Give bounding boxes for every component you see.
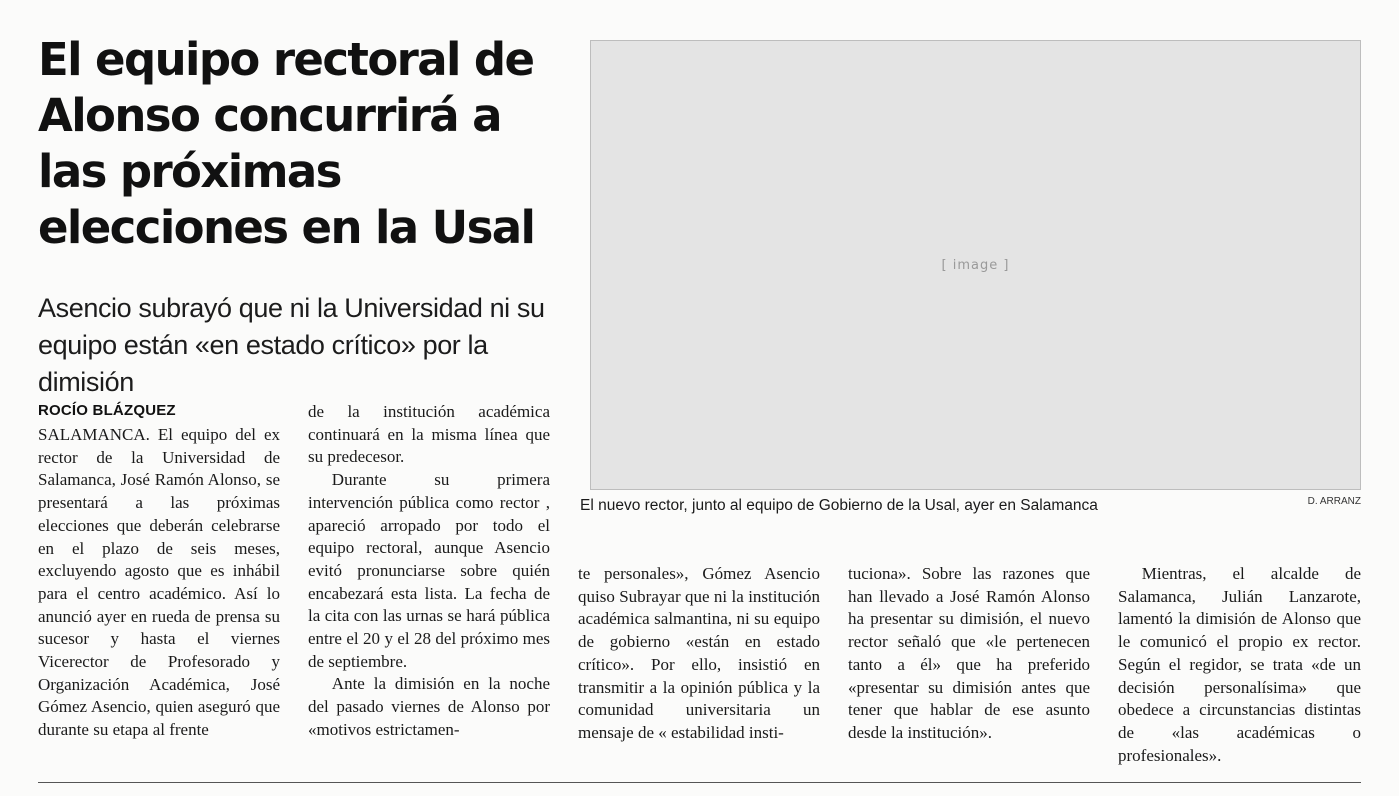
article-column-4	[848, 563, 1090, 745]
photo-caption: El nuevo rector, junto al equipo de Gobierno de la Usal, ayer en Salamanca	[580, 497, 1098, 514]
paragraph: Ante la dimisión en la noche del pasado viernes de Alonso por «motivos estrictamen-	[308, 674, 550, 739]
article-column-1	[38, 424, 280, 742]
headline	[38, 32, 568, 256]
bottom-rule	[38, 782, 1361, 783]
paragraph: Mientras, el alcalde de Salamanca, Julián Lanzarote, lamentó la dimisión de Alonso que le comunicó el propio ex rector. Según el regidor, se trata «de un decisión personalísima» que obedece a circunstancias distintas de «las académicas o profesionales».	[1118, 564, 1361, 765]
headline-line-2: Alonso concurrirá a	[38, 89, 501, 142]
news-photo	[590, 40, 1361, 490]
byline: ROCÍO BLÁZQUEZ	[38, 402, 176, 419]
article-column-5	[1118, 563, 1361, 767]
paragraph: Durante su primera intervención pública como rector , apareció arropado por todo el equipo rectoral, aunque Asencio evitó pronunciarse sobre quién encabezará esta lista. La fecha de la cita con las urnas se hará pública entre el 20 y el 28 del próximo mes de septiembre.	[308, 470, 550, 671]
article-column-2	[308, 401, 550, 742]
paragraph: SALAMANCA. El equipo del ex rector de la Universidad de Salamanca, José Ramón Alonso, se presentará a las próximas elecciones que deberán celebrarse en el plazo de seis meses, excluyendo agosto que es inhábil para el centro académico. Así lo anunció ayer en rueda de prensa su sucesor y hasta el viernes Vicerector de Profesorado y Organización Académica, José Gómez Asencio, quien aseguró que durante su etapa al frente	[38, 425, 280, 740]
headline-line-1: El equipo rectoral de	[38, 33, 534, 86]
paragraph: de la institución académica continuará en la misma línea que su predecesor.	[308, 402, 550, 467]
headline-line-3: las próximas	[38, 145, 341, 198]
headline-line-4: elecciones en la Usal	[38, 201, 535, 254]
subheadline: Asencio subrayó que ni la Universidad ni su equipo están «en estado crítico» por la dimisión	[38, 293, 545, 397]
paragraph: te personales», Gómez Asencio quiso Subrayar que ni la institución académica salmantina, ni su equipo de gobierno «están en estado crítico». Por ello, insistió en transmitir a la opinión pública y la comunidad universitaria un mensaje de « estabilidad insti-	[578, 564, 820, 742]
photo-placeholder-label: [ image ]	[941, 257, 1010, 273]
paragraph: tuciona». Sobre las razones que han llevado a José Ramón Alonso ha presentar su dimisión, el nuevo rector señaló que «le pertenecen tanto a él» que ha preferido «presentar su dimisión antes que tener que hablar de ese asunto desde la institución».	[848, 564, 1090, 742]
article-column-3	[578, 563, 820, 745]
photo-credit: D. ARRANZ	[1307, 496, 1361, 507]
